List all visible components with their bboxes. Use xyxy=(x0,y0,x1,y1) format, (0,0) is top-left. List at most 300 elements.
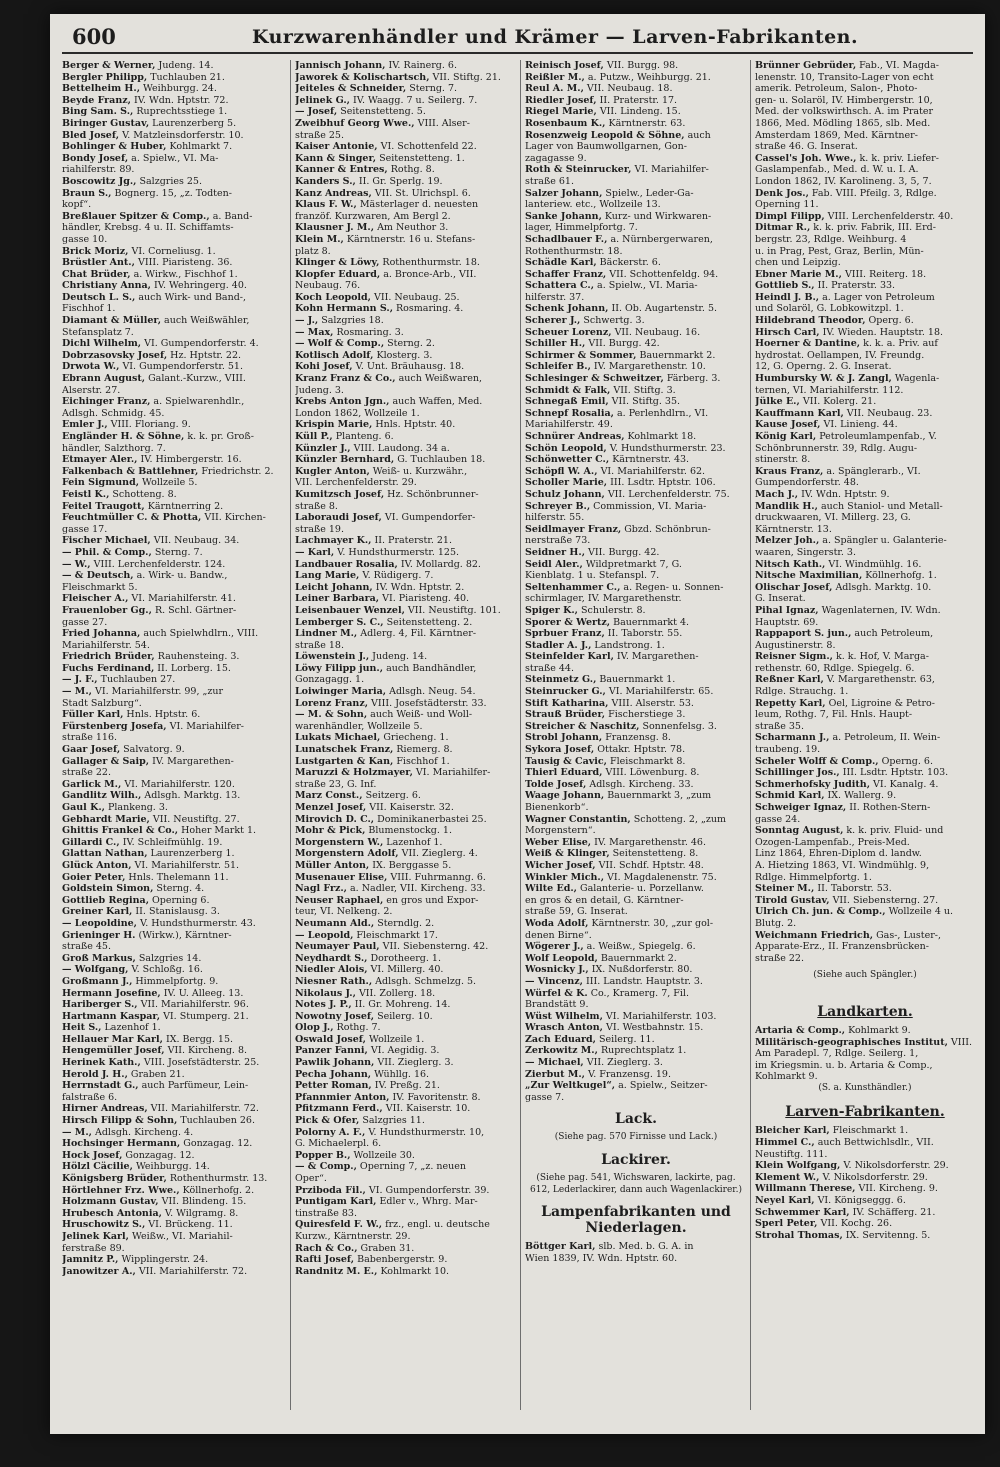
entry-address: Ruprechtsstiege 1. xyxy=(133,106,228,118)
entry-address: Kohlmarkt 9. xyxy=(845,1024,911,1036)
directory-entry xyxy=(525,953,747,965)
entry-name: — M., xyxy=(62,1126,92,1138)
entry-address: IV. Margarethenstr. 46. xyxy=(591,836,706,848)
directory-entry xyxy=(295,95,517,107)
entry-list xyxy=(525,60,747,1103)
directory-entry xyxy=(295,1196,517,1208)
entry-name: Grieninger H. xyxy=(62,929,136,941)
entry-name: Lorenz Franz, xyxy=(295,697,369,709)
directory-entry xyxy=(62,1219,284,1231)
entry-address: lager, Himmelpfortg. 7. xyxy=(525,222,638,234)
entry-address: VII. Kircheng. 8. xyxy=(164,1045,248,1057)
entry-address: V. Nikolsdorferstr. 29. xyxy=(840,1160,949,1172)
entry-name: Wögerer J., xyxy=(525,941,584,953)
entry-address: VI. Mariahilferstr. 120. xyxy=(121,778,235,790)
directory-entry xyxy=(62,327,284,339)
entry-name: — M. & Sohn, xyxy=(295,709,368,721)
directory-entry xyxy=(295,431,517,443)
entry-name: Hirner Andreas, xyxy=(62,1103,148,1115)
directory-entry xyxy=(755,246,975,258)
entry-address: VI. Piaristeng. 40. xyxy=(379,593,470,605)
entry-address: Salzgries 18. xyxy=(318,315,384,327)
directory-entry xyxy=(295,83,517,95)
directory-entry xyxy=(755,825,975,837)
directory-entry xyxy=(755,350,975,362)
entry-address: a. Spielwarenhdlr., xyxy=(150,396,245,408)
entry-address: V. Franzensg. 19. xyxy=(584,1068,671,1080)
entry-name: Hartmann Kaspar, xyxy=(62,1010,161,1022)
directory-entry xyxy=(62,779,284,791)
entry-name: Klein M., xyxy=(295,233,344,245)
entry-address: Weißw., VI. Mariahil- xyxy=(128,1230,233,1242)
entry-name: Kohn Hermann S., xyxy=(295,303,393,315)
entry-address: IV. Wdn. Hptstr. 2. xyxy=(372,581,465,593)
entry-name: Künzler J., xyxy=(295,442,351,454)
entry-name: Rach & Co., xyxy=(295,1242,358,1254)
entry-address: VI. Mariahilferstr. 51. xyxy=(131,859,240,871)
entry-address: kopf“. xyxy=(62,199,92,211)
entry-name: Woda Adolf, xyxy=(525,917,589,929)
entry-name: — Leopold, xyxy=(295,929,354,941)
directory-entry xyxy=(295,663,517,675)
entry-address: Plankeng. 3. xyxy=(104,802,168,813)
entry-name: Kause Josef, xyxy=(755,419,821,431)
entry-name: Spiger K., xyxy=(525,604,578,616)
entry-name: Nagl Frz., xyxy=(295,883,347,895)
entry-address: Galant.-Kurzw., VIII. xyxy=(145,373,246,385)
entry-address: chen und Leipzig. xyxy=(755,257,841,269)
directory-entry xyxy=(755,303,975,315)
entry-name: Greiner Karl, xyxy=(62,906,133,918)
directory-entry xyxy=(62,628,284,640)
entry-address: Himmelpfortg. 9. xyxy=(132,975,219,987)
directory-entry xyxy=(295,559,517,571)
directory-entry xyxy=(62,941,284,953)
directory-entry xyxy=(62,976,284,988)
directory-entry xyxy=(755,211,975,223)
entry-name: Hock Josef, xyxy=(62,1149,123,1161)
directory-entry xyxy=(755,1230,975,1242)
entry-name: — Wolf & Comp., xyxy=(295,338,385,350)
entry-name: Tolde Josef, xyxy=(525,778,587,790)
entry-address: IX. Servitenng. 5. xyxy=(842,1229,931,1241)
entry-address: Adlsgh. Kircheng. 33. xyxy=(586,778,694,790)
entry-name: Künzler Bernhard, xyxy=(295,454,395,466)
directory-entry xyxy=(755,1037,975,1049)
directory-entry xyxy=(755,686,975,698)
entry-name: Fried Johanna, xyxy=(62,628,141,640)
entry-address: VII. Neubaug. 18. xyxy=(583,83,673,95)
entry-address: Fab., VI. Magda- xyxy=(856,60,939,71)
directory-entry xyxy=(755,396,975,408)
entry-name: Würfel & K. xyxy=(525,987,588,999)
entry-address: Am Neuthor 3. xyxy=(374,222,449,234)
directory-entry xyxy=(295,1219,517,1231)
directory-entry xyxy=(62,524,284,536)
directory-entry xyxy=(755,501,975,513)
entry-address: im Kriegsmin. u. b. Artaria & Comp., xyxy=(755,1059,933,1071)
entry-address: VI. Mariahilfer- xyxy=(412,767,491,779)
entry-address: VI. Gumpendorferstr. 39. xyxy=(365,1184,490,1196)
directory-entry xyxy=(525,106,747,118)
directory-entry xyxy=(62,118,284,130)
directory-entry xyxy=(525,153,747,165)
entry-address: Dominikanerbastei 25. xyxy=(374,813,487,825)
entry-address: IV. Waagg. 7 u. Seilerg. 7. xyxy=(350,94,478,106)
entry-list xyxy=(755,60,975,964)
entry-address: k. k. pr. Groß- xyxy=(184,431,254,442)
directory-entry xyxy=(295,188,517,200)
directory-entry xyxy=(755,327,975,339)
directory-entry xyxy=(755,408,975,420)
directory-entry xyxy=(525,709,747,721)
entry-address: Operg. 6. xyxy=(865,315,914,327)
directory-entry xyxy=(525,988,747,1000)
entry-name: — M., xyxy=(62,686,92,698)
entry-name: Bleicher Karl, xyxy=(755,1125,830,1137)
directory-entry xyxy=(295,698,517,710)
entry-name: Chat Brüder, xyxy=(62,268,131,280)
entry-address: lanteriew. etc., Wollzeile 13. xyxy=(525,199,661,211)
directory-entry xyxy=(755,651,975,663)
entry-address: gasse 24. xyxy=(755,813,801,825)
entry-name: Groß Markus, xyxy=(62,952,136,964)
entry-name: Lindner M., xyxy=(295,628,358,640)
directory-entry xyxy=(62,535,284,547)
directory-entry xyxy=(755,72,975,84)
entry-address: Hnls. Thelemann 11. xyxy=(125,871,229,883)
directory-entry xyxy=(295,408,517,420)
directory-entry xyxy=(755,941,975,953)
entry-address: händler, Krebsg. 4 u. II. Schiffamts- xyxy=(62,222,234,234)
entry-name: Bergler Philipp, xyxy=(62,71,148,83)
directory-entry xyxy=(755,617,975,629)
entry-address: auch xyxy=(684,129,711,141)
directory-entry xyxy=(755,1125,975,1137)
entry-address: VII. Schottenfeldg. 94. xyxy=(606,268,719,280)
entry-name: Gottlieb Regina, xyxy=(62,894,149,906)
entry-name: Jaworek & Kolischartsch, xyxy=(295,71,430,83)
entry-address: VII. Mariahilferstr. 72. xyxy=(147,1103,259,1115)
directory-entry xyxy=(295,686,517,698)
entry-name: Schweiger Ignaz, xyxy=(755,802,847,813)
entry-name: Randnitz M. E., xyxy=(295,1265,378,1277)
entry-address: Fischerstiege 3. xyxy=(605,709,686,721)
entry-address: Schwertg. 3. xyxy=(580,315,645,327)
entry-name: Reinisch Josef, xyxy=(525,60,604,71)
directory-entry xyxy=(755,767,975,779)
entry-address: VI. Corneliusg. 1. xyxy=(128,245,216,257)
entry-address: a. Spielw., VI. Maria- xyxy=(594,280,698,292)
directory-entry xyxy=(62,188,284,200)
entry-name: Hochsinger Hermann, xyxy=(62,1138,181,1150)
directory-entry xyxy=(755,674,975,686)
entry-name: Leiner Barbara, xyxy=(295,593,380,605)
directory-entry xyxy=(62,559,284,571)
directory-entry xyxy=(525,83,747,95)
entry-address: II. Gr. Mohreng. 14. xyxy=(351,999,451,1011)
directory-entry xyxy=(755,153,975,165)
entry-address: IV. Margarethenstr. 10. xyxy=(590,361,706,373)
entry-address: Kienblatg. 1 u. Stefanspl. 7. xyxy=(525,570,660,582)
entry-list xyxy=(62,60,284,1277)
directory-entry xyxy=(755,443,975,455)
entry-address: Kärntnerstr. 13. xyxy=(755,523,832,535)
entry-name: Schenk Johann, xyxy=(525,303,609,315)
directory-entry xyxy=(295,1266,517,1278)
directory-entry xyxy=(295,350,517,362)
entry-address: Gas-, Luster-, xyxy=(873,929,941,941)
entry-address: Gaslampenfab., Med. d. W. u. I. A. xyxy=(755,164,919,176)
entry-address: Operning 7, „z. neuen xyxy=(356,1161,466,1173)
entry-name: Herinek Kath., xyxy=(62,1057,141,1069)
entry-address: Lazenhof 1. xyxy=(101,1022,161,1034)
entry-address: III. Lsdtr. Hptstr. 103. xyxy=(839,767,949,779)
entry-address: bergstr. 23, Rdlge. Weihburg. 4 xyxy=(755,233,907,245)
entry-name: Riedler Josef, xyxy=(525,94,597,106)
directory-entry xyxy=(525,883,747,895)
directory-entry xyxy=(525,95,747,107)
directory-entry xyxy=(525,350,747,362)
entry-address: Kärntnerring 2. xyxy=(144,500,224,512)
entry-address: VI. Millerg. 40. xyxy=(367,964,444,976)
entry-name: Oswald Josef, xyxy=(295,1033,366,1045)
entry-address: IV. Mollardg. 82. xyxy=(397,558,481,570)
entry-address: Schotteng. 2, „zum xyxy=(630,813,727,825)
entry-name: Hirsch Carl, xyxy=(755,326,820,338)
entry-name: Denk Jos., xyxy=(755,187,809,199)
directory-entry xyxy=(755,361,975,373)
directory-entry xyxy=(755,83,975,95)
entry-name: Kotlisch Adolf, xyxy=(295,349,374,361)
entry-list xyxy=(755,1025,975,1083)
entry-name: Nikolaus J., xyxy=(295,987,356,999)
entry-address: Operning 11. xyxy=(755,199,819,211)
entry-address: tinstraße 83. xyxy=(295,1207,357,1219)
entry-address: Gonzagagg. 1. xyxy=(295,674,365,686)
entry-address: a. Perlenhdlrn., VI. xyxy=(613,407,709,419)
directory-entry xyxy=(525,941,747,953)
entry-address: Salzgries 14. xyxy=(135,952,202,964)
entry-address: London 1862, Wollzeile 1. xyxy=(295,407,420,419)
directory-entry xyxy=(62,663,284,675)
entry-address: Kurzw., Kärntnerstr. 29. xyxy=(295,1230,411,1242)
entry-name: Bondy Josef, xyxy=(62,152,129,164)
entry-address: Hz. Hptstr. 22. xyxy=(167,349,242,361)
directory-entry xyxy=(295,164,517,176)
entry-name: Rosenbaum K., xyxy=(525,117,606,129)
entry-name: Gottlieb S., xyxy=(755,280,815,292)
entry-address: traubeng. 19. xyxy=(755,744,821,756)
entry-address: Adlsgh. Kircheng. 4. xyxy=(91,1126,194,1138)
directory-entry xyxy=(755,906,975,918)
entry-name: Riegel Marie, xyxy=(525,106,597,118)
entry-name: Schlesinger & Schweitzer, xyxy=(525,373,664,385)
entry-name: Notes J. P., xyxy=(295,999,352,1011)
directory-entry xyxy=(295,988,517,1000)
entry-address: Hz. Schönbrunner- xyxy=(384,488,479,500)
directory-entry xyxy=(755,1172,975,1184)
entry-address: a. Weißw., Spiegelg. 6. xyxy=(583,941,696,953)
entry-address: Seilerg. 11. xyxy=(596,1033,655,1045)
entry-name: Klausner J. M., xyxy=(295,222,375,234)
entry-address: VII. Lindeng. 15. xyxy=(596,106,681,118)
entry-name: — Michael, xyxy=(525,1057,584,1069)
entry-address: VII. Zollerg. 18. xyxy=(355,987,436,999)
directory-entry xyxy=(62,883,284,895)
directory-entry xyxy=(62,396,284,408)
directory-entry xyxy=(525,234,747,246)
entry-address: slb. Med. b. G. A. in xyxy=(595,1241,694,1253)
entry-name: Breßlauer Spitzer & Comp., xyxy=(62,210,210,222)
directory-entry xyxy=(62,593,284,605)
directory-entry xyxy=(62,1208,284,1220)
directory-entry xyxy=(525,141,747,153)
entry-name: Hellauer Mar Karl, xyxy=(62,1033,163,1045)
entry-address: händler, Salzthorg. 7. xyxy=(62,442,166,454)
entry-address: Wollzeile 1. xyxy=(365,1033,425,1045)
entry-name: Biringer Gustav, xyxy=(62,117,150,129)
entry-address: Fischhof 1. xyxy=(62,303,116,315)
directory-entry xyxy=(295,825,517,837)
directory-entry xyxy=(295,1185,517,1197)
entry-address: ternen, VI. Mariahilferstr. 112. xyxy=(755,384,904,396)
entry-name: Militärisch-geographisches Institut, xyxy=(755,1036,948,1048)
directory-entry xyxy=(525,848,747,860)
entry-name: Janowitzer A., xyxy=(62,1265,136,1277)
entry-name: Ghittis Frankel & Co., xyxy=(62,825,179,837)
directory-entry xyxy=(755,1048,975,1060)
directory-entry xyxy=(525,767,747,779)
entry-name: Menzel Josef, xyxy=(295,802,367,813)
entry-name: Artaria & Comp., xyxy=(755,1024,846,1036)
directory-entry xyxy=(755,130,975,142)
entry-address: auch Bandhändler, xyxy=(383,662,477,674)
directory-entry xyxy=(62,501,284,513)
entry-address: straße 22. xyxy=(755,952,804,964)
entry-address: Weiß- u. Kurzwähr., xyxy=(369,465,468,477)
entry-name: Christiany Anna, xyxy=(62,280,151,292)
entry-name: — & Comp., xyxy=(295,1161,357,1173)
directory-entry xyxy=(525,292,747,304)
entry-name: Willmann Therese, xyxy=(755,1183,856,1195)
directory-entry xyxy=(295,338,517,350)
entry-name: Sperl Peter, xyxy=(755,1218,818,1230)
entry-name: Morgenstern Adolf, xyxy=(295,848,399,860)
directory-entry xyxy=(295,1127,517,1139)
entry-name: Kugler Anton, xyxy=(295,465,370,477)
directory-entry xyxy=(295,1080,517,1092)
entry-address: Judeng. 14. xyxy=(369,651,428,663)
directory-entry xyxy=(295,1069,517,1081)
directory-entry xyxy=(295,176,517,188)
directory-entry xyxy=(755,559,975,571)
directory-entry xyxy=(755,257,975,269)
directory-entry xyxy=(295,1045,517,1057)
entry-address: Stefansplatz 7. xyxy=(62,326,134,338)
directory-entry xyxy=(755,1149,975,1161)
entry-address: Riemerg. 8. xyxy=(393,744,453,756)
entry-address: Oel, Ligroine & Petro- xyxy=(825,697,935,709)
entry-name: Böttger Karl, xyxy=(525,1241,596,1253)
entry-address: a. Nürnbergerwaren, xyxy=(607,233,713,245)
entry-name: Goier Peter, xyxy=(62,871,126,883)
entry-address: V. Hundsthurmerstr. 125. xyxy=(334,546,460,558)
entry-name: Brüstler Ant., xyxy=(62,257,135,269)
entry-address: IV. Wdn. Hptstr. 72. xyxy=(130,94,229,106)
entry-address: Hnls. Hptstr. 6. xyxy=(123,709,201,721)
directory-entry xyxy=(755,837,975,849)
entry-address: VII. Lerchenfelderstr. 29. xyxy=(295,477,417,489)
entry-name: Zach Eduard, xyxy=(525,1033,596,1045)
entry-name: Reisner Sigm., xyxy=(755,651,833,663)
entry-address: denen Birne“. xyxy=(525,929,592,941)
entry-name: Repetty Karl, xyxy=(755,697,826,709)
directory-entry xyxy=(295,1138,517,1150)
directory-entry xyxy=(295,1057,517,1069)
entry-name: Weiß & Klinger, xyxy=(525,848,610,860)
directory-entry xyxy=(755,431,975,443)
entry-name: Lang Marie, xyxy=(295,570,360,582)
entry-address: lenenstr. 10, Transito-Lager von echt xyxy=(755,71,934,83)
entry-name: Schmid Karl, xyxy=(755,790,825,802)
entry-name: Pihal Ignaz, xyxy=(755,604,819,616)
entry-address: VII. Neubaug. 23. xyxy=(843,407,933,419)
entry-address: Neubaug. 76. xyxy=(295,280,361,292)
entry-address: auch Petroleum, xyxy=(851,628,934,640)
entry-name: Klein Wolfgang, xyxy=(755,1160,841,1172)
entry-address: II. Lorberg. 15. xyxy=(154,662,231,674)
entry-address: IV. Margarethen- xyxy=(149,755,234,767)
entry-address: Mariahilferstr. 54. xyxy=(62,639,150,651)
directory-entry xyxy=(525,60,747,72)
directory-entry xyxy=(755,535,975,547)
directory-entry xyxy=(755,721,975,733)
entry-address: Ozogen-Lampenfab., Preis-Med. xyxy=(755,836,910,848)
directory-entry xyxy=(755,1183,975,1195)
entry-address: en gros & en detail, G. Kärntner- xyxy=(525,894,684,906)
entry-name: Hörtlehner Frz. Wwe., xyxy=(62,1184,180,1196)
entry-address: a. Lager von Petroleum xyxy=(819,291,935,303)
entry-address: a. Wirk- u. Bandw., xyxy=(133,570,228,582)
directory-entry xyxy=(295,477,517,489)
entry-address: Augustinerstr. 8. xyxy=(755,639,836,651)
entry-name: Herold J. H., xyxy=(62,1068,128,1080)
directory-entry xyxy=(525,385,747,397)
entry-name: Frauenlober Gg., xyxy=(62,604,152,616)
entry-address: V. Hundsthurmerstr. 23. xyxy=(606,442,726,454)
directory-entry xyxy=(295,860,517,872)
directory-entry xyxy=(525,489,747,501)
entry-name: Rappaport S. jun., xyxy=(755,628,852,640)
entry-address: Laurenzerberg 5. xyxy=(149,117,237,129)
entry-list xyxy=(295,60,517,1277)
entry-address: VII. Lerchenfelderstr. 75. xyxy=(604,488,730,500)
directory-entry xyxy=(755,570,975,582)
directory-entry xyxy=(295,802,517,814)
entry-address: stinerstr. 8. xyxy=(755,454,811,466)
directory-entry xyxy=(525,1011,747,1023)
entry-address: Amsterdam 1869, Med. Kärntner- xyxy=(755,129,918,141)
entry-address: Tuchlauben 27. xyxy=(97,674,176,686)
entry-name: Himmel C., xyxy=(755,1137,815,1149)
entry-name: Löwenstein J., xyxy=(295,651,370,663)
directory-entry xyxy=(62,1161,284,1173)
entry-address: Operning 6. xyxy=(149,894,210,906)
entry-name: Olop J., xyxy=(295,1022,334,1034)
entry-name: Mandlik H., xyxy=(755,500,818,512)
entry-name: Jannisch Johann, xyxy=(295,60,386,71)
